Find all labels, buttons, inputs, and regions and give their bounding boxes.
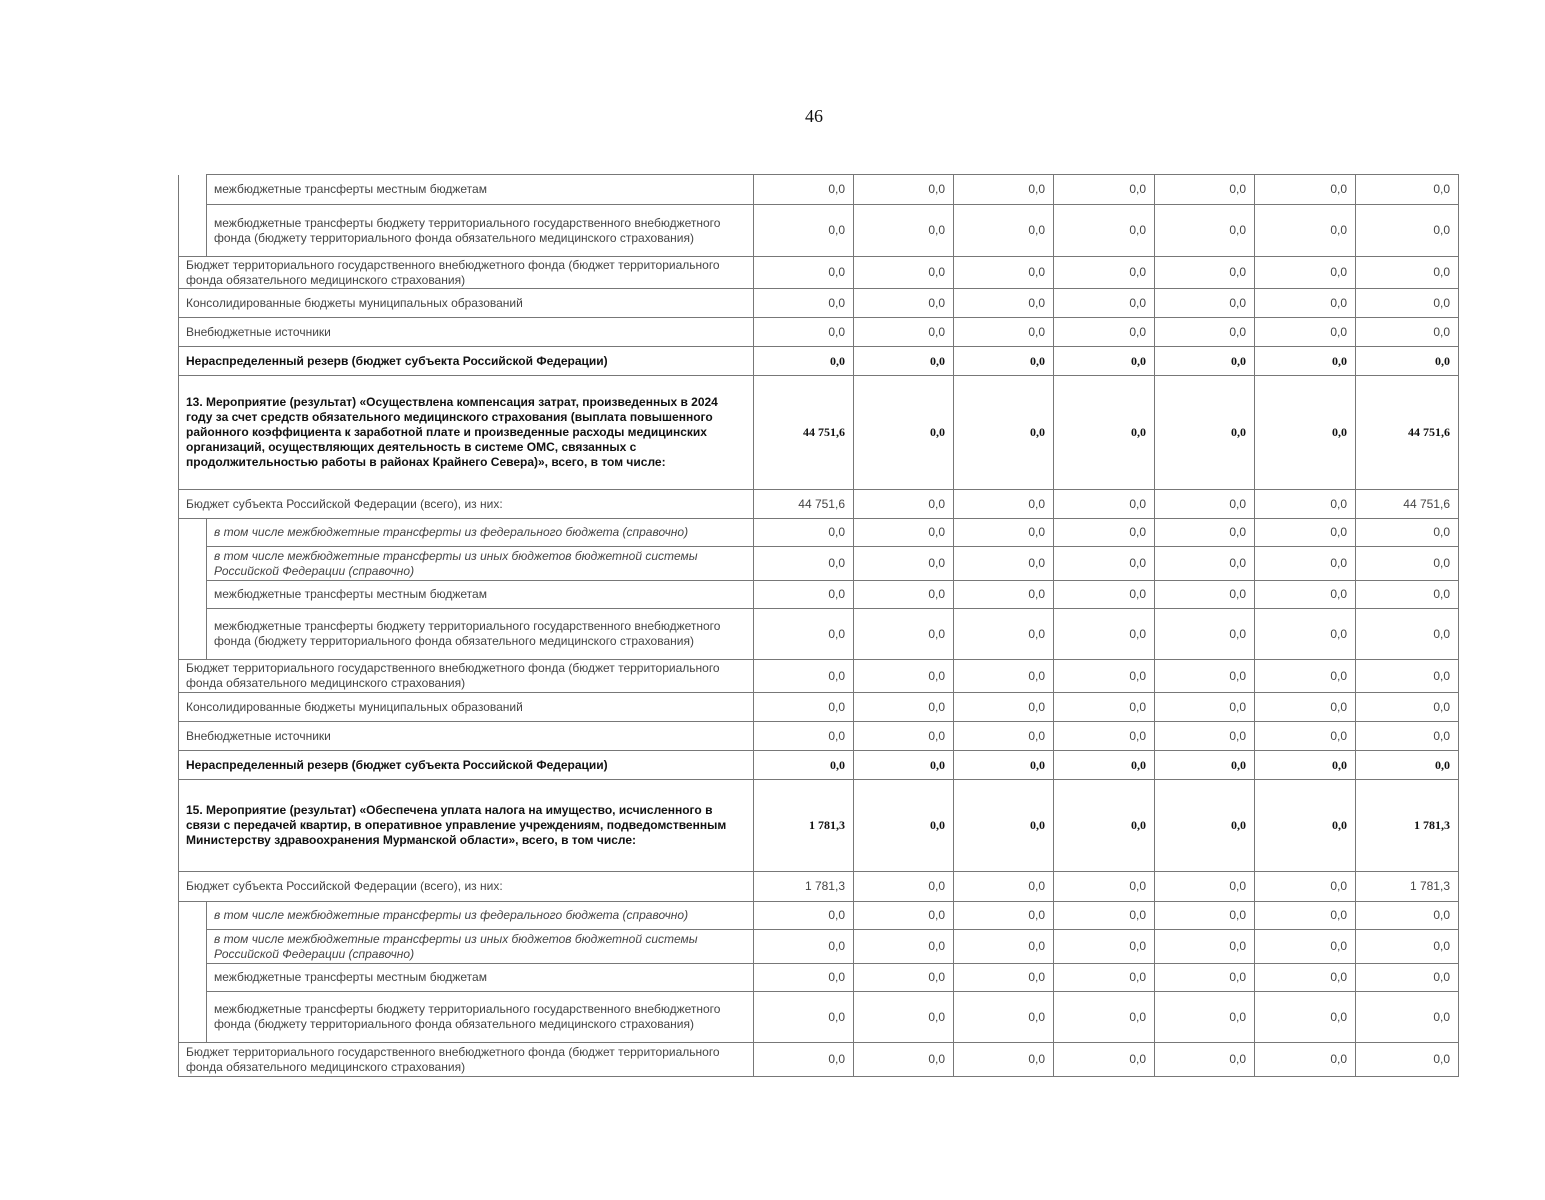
value-cell: 0,0: [754, 289, 854, 318]
value-cell: 0,0: [754, 751, 854, 780]
value-cell: 0,0: [1155, 1043, 1255, 1077]
value-cell: 0,0: [854, 872, 954, 902]
value-cell: 0,0: [754, 964, 854, 992]
indent-spacer: [179, 609, 207, 660]
row-label: 13. Мероприятие (результат) «Осуществлена компенсация затрат, произведенных в 2024 году за счет средств обязательного медицинского страхования (выплата повышенного районного коэффициента к заработной плате и произведенные расходы медицинских организаций, осуществляющих деятельность в системе ОМС, связанных с продолжительностью работы в районах Крайнего Севера)», всего, в том числе:: [179, 376, 754, 490]
row-label: межбюджетные трансферты местным бюджетам: [207, 964, 754, 992]
row-label: Консолидированные бюджеты муниципальных образований: [179, 693, 754, 722]
value-cell: 0,0: [954, 693, 1054, 722]
indent-spacer: [179, 992, 207, 1043]
value-cell: 0,0: [754, 175, 854, 205]
value-cell: 0,0: [1155, 722, 1255, 751]
value-cell: 0,0: [1356, 347, 1459, 376]
row-label: в том числе межбюджетные трансферты из иных бюджетов бюджетной системы Российской Федерации (справочно): [207, 547, 754, 581]
value-cell: 0,0: [1356, 318, 1459, 347]
row-label: в том числе межбюджетные трансферты из иных бюджетов бюджетной системы Российской Федерации (справочно): [207, 930, 754, 964]
value-cell: 0,0: [1255, 347, 1356, 376]
value-cell: 0,0: [854, 289, 954, 318]
value-cell: 0,0: [1255, 257, 1356, 289]
value-cell: 0,0: [754, 660, 854, 693]
value-cell: 0,0: [1054, 964, 1155, 992]
indent-spacer: [179, 547, 207, 581]
value-cell: 0,0: [1155, 780, 1255, 872]
value-cell: 0,0: [1356, 751, 1459, 780]
value-cell: 0,0: [854, 347, 954, 376]
value-cell: 0,0: [854, 722, 954, 751]
value-cell: 0,0: [854, 609, 954, 660]
value-cell: 0,0: [1054, 872, 1155, 902]
value-cell: 0,0: [1255, 581, 1356, 609]
value-cell: 0,0: [1054, 902, 1155, 930]
value-cell: 0,0: [1054, 660, 1155, 693]
value-cell: 0,0: [1255, 751, 1356, 780]
table-row: [179, 519, 1459, 547]
table-row: [179, 1043, 1459, 1077]
value-cell: 0,0: [1356, 660, 1459, 693]
table-row: [179, 780, 1459, 872]
value-cell: 0,0: [954, 609, 1054, 660]
value-cell: 0,0: [854, 205, 954, 257]
value-cell: 0,0: [754, 347, 854, 376]
indent-spacer: [179, 205, 207, 257]
value-cell: 0,0: [1356, 205, 1459, 257]
row-label: Внебюджетные источники: [179, 318, 754, 347]
value-cell: 0,0: [954, 964, 1054, 992]
table-row: [179, 490, 1459, 519]
page-number: 46: [805, 106, 823, 126]
indent-spacer: [179, 964, 207, 992]
value-cell: 0,0: [1155, 376, 1255, 490]
table-row: [179, 205, 1459, 257]
value-cell: 0,0: [1155, 609, 1255, 660]
value-cell: 0,0: [1155, 581, 1255, 609]
row-label: Бюджет территориального государственного внебюджетного фонда (бюджет территориального фонда обязательного медицинского страхования): [179, 660, 754, 693]
value-cell: 0,0: [1255, 722, 1356, 751]
row-label: Нераспределенный резерв (бюджет субъекта Российской Федерации): [179, 347, 754, 376]
value-cell: 0,0: [954, 902, 1054, 930]
value-cell: 0,0: [954, 519, 1054, 547]
value-cell: 0,0: [1054, 1043, 1155, 1077]
value-cell: 0,0: [1255, 693, 1356, 722]
table-row: [179, 660, 1459, 693]
value-cell: 0,0: [954, 992, 1054, 1043]
row-label: межбюджетные трансферты бюджету территориального государственного внебюджетного фонда (бюджету территориального фонда обязательного медицинского страхования): [207, 609, 754, 660]
row-label: в том числе межбюджетные трансферты из федерального бюджета (справочно): [207, 519, 754, 547]
value-cell: 0,0: [1356, 257, 1459, 289]
row-label: Консолидированные бюджеты муниципальных образований: [179, 289, 754, 318]
value-cell: 0,0: [1255, 318, 1356, 347]
value-cell: 0,0: [854, 930, 954, 964]
value-cell: 0,0: [754, 205, 854, 257]
value-cell: 0,0: [1356, 930, 1459, 964]
table-row: [179, 902, 1459, 930]
value-cell: 0,0: [1155, 660, 1255, 693]
row-label: Бюджет территориального государственного внебюджетного фонда (бюджет территориального фонда обязательного медицинского страхования): [179, 257, 754, 289]
table-row: [179, 175, 1459, 205]
value-cell: 0,0: [1356, 964, 1459, 992]
value-cell: 0,0: [954, 581, 1054, 609]
value-cell: 0,0: [954, 780, 1054, 872]
table-row: [179, 992, 1459, 1043]
value-cell: 0,0: [1054, 490, 1155, 519]
table-row: [179, 751, 1459, 780]
value-cell: 0,0: [1054, 609, 1155, 660]
value-cell: 0,0: [954, 175, 1054, 205]
value-cell: 0,0: [1255, 376, 1356, 490]
value-cell: 44 751,6: [754, 490, 854, 519]
value-cell: 0,0: [1054, 175, 1155, 205]
table-row: [179, 930, 1459, 964]
indent-spacer: [179, 519, 207, 547]
value-cell: 0,0: [854, 1043, 954, 1077]
row-label: межбюджетные трансферты бюджету территориального государственного внебюджетного фонда (бюджету территориального фонда обязательного медицинского страхования): [207, 205, 754, 257]
value-cell: 0,0: [854, 660, 954, 693]
table-row: [179, 722, 1459, 751]
indent-spacer: [179, 175, 207, 205]
table-row: [179, 872, 1459, 902]
value-cell: 0,0: [1155, 751, 1255, 780]
value-cell: 0,0: [854, 751, 954, 780]
value-cell: 0,0: [954, 257, 1054, 289]
table-row: [179, 609, 1459, 660]
table-row: [179, 376, 1459, 490]
value-cell: 0,0: [854, 490, 954, 519]
value-cell: 0,0: [1054, 722, 1155, 751]
value-cell: 0,0: [1356, 609, 1459, 660]
value-cell: 0,0: [854, 902, 954, 930]
value-cell: 0,0: [1155, 693, 1255, 722]
value-cell: 0,0: [1155, 205, 1255, 257]
value-cell: 0,0: [1255, 547, 1356, 581]
table-body: [179, 175, 1459, 1077]
value-cell: 0,0: [954, 490, 1054, 519]
indent-spacer: [179, 930, 207, 964]
value-cell: 0,0: [854, 693, 954, 722]
table-row: [179, 547, 1459, 581]
value-cell: 0,0: [954, 722, 1054, 751]
value-cell: 0,0: [754, 930, 854, 964]
value-cell: 0,0: [1255, 1043, 1356, 1077]
table-row: [179, 347, 1459, 376]
value-cell: 0,0: [1356, 902, 1459, 930]
value-cell: 1 781,3: [1356, 780, 1459, 872]
row-label: межбюджетные трансферты бюджету территориального государственного внебюджетного фонда (бюджету территориального фонда обязательного медицинского страхования): [207, 992, 754, 1043]
value-cell: 0,0: [1356, 693, 1459, 722]
table-row: [179, 318, 1459, 347]
value-cell: 0,0: [954, 376, 1054, 490]
value-cell: 0,0: [1054, 205, 1155, 257]
indent-spacer: [179, 902, 207, 930]
value-cell: 0,0: [954, 318, 1054, 347]
row-label: Бюджет субъекта Российской Федерации (всего), из них:: [179, 872, 754, 902]
value-cell: 0,0: [1155, 547, 1255, 581]
value-cell: 0,0: [754, 547, 854, 581]
value-cell: 0,0: [754, 609, 854, 660]
value-cell: 1 781,3: [754, 780, 854, 872]
value-cell: 0,0: [1255, 175, 1356, 205]
value-cell: 0,0: [1255, 902, 1356, 930]
value-cell: 44 751,6: [754, 376, 854, 490]
table-row: [179, 693, 1459, 722]
row-label: в том числе межбюджетные трансферты из федерального бюджета (справочно): [207, 902, 754, 930]
value-cell: 0,0: [854, 581, 954, 609]
value-cell: 1 781,3: [1356, 872, 1459, 902]
value-cell: 0,0: [1255, 964, 1356, 992]
value-cell: 0,0: [1155, 347, 1255, 376]
row-label: межбюджетные трансферты местным бюджетам: [207, 581, 754, 609]
value-cell: 0,0: [1255, 660, 1356, 693]
value-cell: 0,0: [754, 318, 854, 347]
value-cell: 0,0: [1356, 1043, 1459, 1077]
value-cell: 0,0: [1155, 930, 1255, 964]
row-label: Внебюджетные источники: [179, 722, 754, 751]
value-cell: 0,0: [1054, 347, 1155, 376]
value-cell: 0,0: [1054, 693, 1155, 722]
value-cell: 0,0: [1054, 547, 1155, 581]
value-cell: 0,0: [1155, 318, 1255, 347]
value-cell: 0,0: [1255, 205, 1356, 257]
value-cell: 0,0: [754, 257, 854, 289]
value-cell: 0,0: [854, 257, 954, 289]
table-row: [179, 289, 1459, 318]
value-cell: 0,0: [1255, 992, 1356, 1043]
value-cell: 0,0: [1155, 289, 1255, 318]
value-cell: 0,0: [1356, 992, 1459, 1043]
value-cell: 0,0: [954, 1043, 1054, 1077]
value-cell: 0,0: [854, 519, 954, 547]
value-cell: 0,0: [1155, 519, 1255, 547]
value-cell: 0,0: [1255, 490, 1356, 519]
value-cell: 0,0: [954, 872, 1054, 902]
table-row: [179, 581, 1459, 609]
row-label: Нераспределенный резерв (бюджет субъекта Российской Федерации): [179, 751, 754, 780]
value-cell: 0,0: [1155, 490, 1255, 519]
value-cell: 0,0: [1255, 930, 1356, 964]
value-cell: 0,0: [1155, 902, 1255, 930]
value-cell: 0,0: [754, 693, 854, 722]
value-cell: 0,0: [954, 751, 1054, 780]
value-cell: 0,0: [954, 289, 1054, 318]
value-cell: 0,0: [1356, 547, 1459, 581]
value-cell: 0,0: [954, 347, 1054, 376]
value-cell: 0,0: [954, 205, 1054, 257]
value-cell: 0,0: [1255, 780, 1356, 872]
value-cell: 0,0: [854, 780, 954, 872]
value-cell: 1 781,3: [754, 872, 854, 902]
value-cell: 0,0: [954, 930, 1054, 964]
value-cell: 0,0: [754, 1043, 854, 1077]
value-cell: 0,0: [1255, 519, 1356, 547]
value-cell: 0,0: [1255, 289, 1356, 318]
value-cell: 0,0: [1054, 930, 1155, 964]
row-label: 15. Мероприятие (результат) «Обеспечена уплата налога на имущество, исчисленного в связи с передачей квартир, в оперативное управление учреждениям, подведомственным Министерству здравоохранения Мурманской области», всего, в том числе:: [179, 780, 754, 872]
value-cell: 0,0: [854, 318, 954, 347]
value-cell: 0,0: [1054, 257, 1155, 289]
value-cell: 0,0: [754, 519, 854, 547]
value-cell: 0,0: [1054, 289, 1155, 318]
table-row: [179, 257, 1459, 289]
value-cell: 0,0: [854, 376, 954, 490]
value-cell: 0,0: [1155, 964, 1255, 992]
value-cell: 0,0: [754, 581, 854, 609]
value-cell: 0,0: [1255, 609, 1356, 660]
value-cell: 0,0: [754, 992, 854, 1043]
value-cell: 0,0: [1255, 872, 1356, 902]
value-cell: 0,0: [1155, 175, 1255, 205]
value-cell: 44 751,6: [1356, 376, 1459, 490]
value-cell: 0,0: [1054, 581, 1155, 609]
value-cell: 0,0: [1356, 519, 1459, 547]
value-cell: 44 751,6: [1356, 490, 1459, 519]
value-cell: 0,0: [1356, 581, 1459, 609]
table-row: [179, 964, 1459, 992]
value-cell: 0,0: [1155, 872, 1255, 902]
value-cell: 0,0: [1054, 751, 1155, 780]
value-cell: 0,0: [754, 902, 854, 930]
value-cell: 0,0: [1155, 257, 1255, 289]
indent-spacer: [179, 581, 207, 609]
row-label: Бюджет субъекта Российской Федерации (всего), из них:: [179, 490, 754, 519]
value-cell: 0,0: [854, 964, 954, 992]
value-cell: 0,0: [954, 547, 1054, 581]
value-cell: 0,0: [1356, 289, 1459, 318]
value-cell: 0,0: [1356, 175, 1459, 205]
value-cell: 0,0: [1155, 992, 1255, 1043]
value-cell: 0,0: [1054, 992, 1155, 1043]
row-label: межбюджетные трансферты местным бюджетам: [207, 175, 754, 205]
value-cell: 0,0: [954, 660, 1054, 693]
value-cell: 0,0: [1356, 722, 1459, 751]
value-cell: 0,0: [754, 722, 854, 751]
row-label: Бюджет территориального государственного внебюджетного фонда (бюджет территориального фонда обязательного медицинского страхования): [179, 1043, 754, 1077]
budget-table: [178, 174, 1459, 1077]
value-cell: 0,0: [1054, 376, 1155, 490]
value-cell: 0,0: [1054, 780, 1155, 872]
value-cell: 0,0: [1054, 519, 1155, 547]
value-cell: 0,0: [854, 175, 954, 205]
value-cell: 0,0: [854, 992, 954, 1043]
value-cell: 0,0: [1054, 318, 1155, 347]
value-cell: 0,0: [854, 547, 954, 581]
